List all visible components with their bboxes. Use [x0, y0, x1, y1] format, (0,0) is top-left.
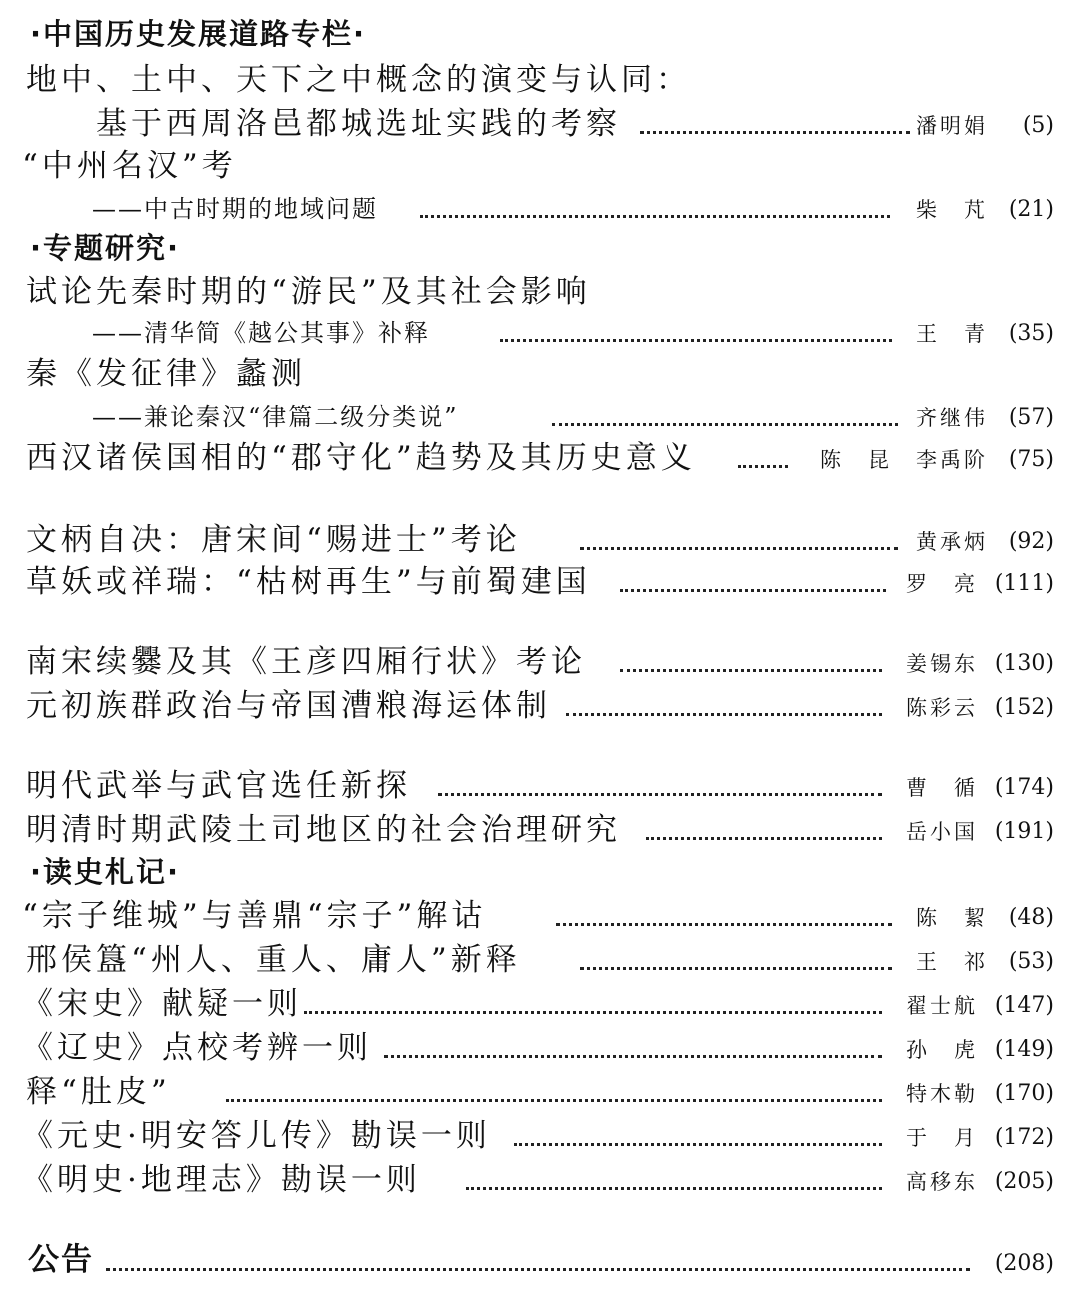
entry-page: (21)	[1008, 197, 1054, 222]
toc-entry[interactable]	[0, 766, 1080, 810]
toc-entry[interactable]	[0, 1116, 1080, 1160]
leader-dots	[226, 1099, 882, 1102]
toc-entry-continued[interactable]	[0, 188, 1080, 232]
toc-entry-continued[interactable]	[0, 104, 1080, 148]
leader-dots	[640, 131, 910, 134]
leader-dots	[620, 589, 886, 592]
section-heading-text: ·中国历史发展道路专栏·	[30, 17, 367, 51]
toc-entry[interactable]	[0, 562, 1080, 606]
entry-page: (35)	[1008, 321, 1054, 346]
entry-author: 姜锡东	[906, 648, 978, 680]
entry-page: (57)	[1008, 405, 1054, 430]
entry-page: (147)	[994, 993, 1054, 1018]
entry-subtitle: 基于西周洛邑都城选址实践的考察	[96, 106, 621, 142]
leader-dots	[514, 1143, 882, 1146]
notice-title: 公告	[28, 1242, 94, 1278]
entry-title: 《元史·明安答儿传》勘误一则	[22, 1118, 491, 1154]
entry-page: (48)	[1008, 905, 1054, 930]
toc-entry[interactable]	[0, 272, 1080, 316]
entry-author: 孙 虎	[906, 1034, 978, 1066]
entry-subtitle: ——中古时期的地域问题	[92, 192, 378, 226]
toc-entry[interactable]	[0, 354, 1080, 398]
entry-author: 黄承炳	[916, 526, 988, 558]
entry-title: 地中、土中、天下之中概念的演变与认同：	[26, 62, 691, 98]
entry-subtitle: ——清华简《越公其事》补释	[92, 316, 430, 350]
toc-entry-continued[interactable]	[0, 312, 1080, 356]
entry-author: 罗 亮	[906, 568, 978, 600]
entry-title: 《明史·地理志》勘误一则	[22, 1162, 421, 1198]
entry-author: 于 月	[906, 1122, 978, 1154]
notice-page: (208)	[994, 1251, 1054, 1276]
leader-dots	[556, 923, 892, 926]
leader-dots	[106, 1268, 970, 1271]
entry-page: (191)	[994, 819, 1054, 844]
entry-author: 陈 絜	[916, 902, 988, 934]
entry-author: 岳小国	[906, 816, 978, 848]
leader-dots	[646, 837, 882, 840]
leader-dots	[384, 1055, 882, 1058]
entry-author: 特木勒	[906, 1078, 978, 1110]
entry-title: 明代武举与武官选任新探	[26, 768, 411, 804]
entry-page: (130)	[994, 651, 1054, 676]
entry-page: (172)	[994, 1125, 1054, 1150]
entry-title: 《辽史》点校考辨一则	[22, 1030, 372, 1066]
entry-author: 陈 昆 李禹阶	[820, 444, 988, 476]
entry-author: 王 青	[916, 318, 988, 350]
entry-title: “宗子维城”与善鼎“宗子”解诂	[22, 898, 487, 934]
entry-title: 秦《发征律》蠡测	[26, 356, 306, 392]
entry-author: 陈彩云	[906, 692, 978, 724]
leader-dots	[500, 339, 892, 342]
entry-title: 《宋史》献疑一则	[22, 986, 302, 1022]
entry-title: 邢侯簋“州人、重人、庸人”新释	[26, 942, 521, 978]
entry-author: 高移东	[906, 1166, 978, 1198]
leader-dots	[620, 669, 882, 672]
toc-entry[interactable]	[0, 984, 1080, 1028]
toc-entry[interactable]	[0, 1072, 1080, 1116]
toc-entry[interactable]	[0, 60, 1080, 104]
toc-entry[interactable]	[0, 810, 1080, 854]
entry-title: 南宋续爨及其《王彦四厢行状》考论	[26, 644, 586, 680]
toc-entry[interactable]	[0, 1160, 1080, 1204]
toc-entry[interactable]	[0, 146, 1080, 190]
entry-page: (53)	[1008, 949, 1054, 974]
entry-title: 释“肚皮”	[26, 1074, 171, 1110]
section-heading	[0, 852, 1080, 896]
toc-entry[interactable]	[0, 642, 1080, 686]
entry-page: (92)	[1008, 529, 1054, 554]
toc-entry[interactable]	[0, 1028, 1080, 1072]
entry-page: (205)	[994, 1169, 1054, 1194]
toc-entry[interactable]	[0, 520, 1080, 564]
leader-dots	[738, 465, 788, 468]
entry-page: (174)	[994, 775, 1054, 800]
section-heading-text: ·专题研究·	[30, 231, 181, 265]
entry-title: “中州名汉”考	[22, 148, 237, 184]
entry-page: (149)	[994, 1037, 1054, 1062]
entry-title: 明清时期武陵土司地区的社会治理研究	[26, 812, 621, 848]
entry-author: 柴 芃	[916, 194, 988, 226]
entry-page: (5)	[1022, 113, 1054, 138]
entry-author: 王 祁	[916, 946, 988, 978]
leader-dots	[466, 1187, 882, 1190]
section-heading	[0, 228, 1080, 272]
entry-author: 曹 循	[906, 772, 978, 804]
toc-entry[interactable]	[0, 940, 1080, 984]
leader-dots	[438, 793, 882, 796]
entry-author: 潘明娟	[916, 110, 988, 142]
entry-title: 西汉诸侯国相的“郡守化”趋势及其历史意义	[26, 440, 696, 476]
leader-dots	[552, 423, 898, 426]
entry-page: (111)	[994, 571, 1054, 596]
section-heading	[0, 14, 1080, 58]
entry-page: (170)	[994, 1081, 1054, 1106]
entry-author: 齐继伟	[916, 402, 988, 434]
entry-title: 试论先秦时期的“游民”及其社会影响	[26, 274, 591, 310]
notice-entry[interactable]	[0, 1238, 1080, 1288]
leader-dots	[304, 1011, 882, 1014]
leader-dots	[580, 547, 898, 550]
toc-entry-continued[interactable]	[0, 396, 1080, 440]
toc-entry[interactable]	[0, 896, 1080, 940]
leader-dots	[420, 215, 890, 218]
leader-dots	[566, 713, 882, 716]
leader-dots	[580, 967, 892, 970]
section-heading-text: ·读史札记·	[30, 855, 181, 889]
entry-subtitle: ——兼论秦汉“律篇二级分类说”	[92, 400, 459, 434]
entry-author: 翟士航	[906, 990, 978, 1022]
toc-entry[interactable]	[0, 686, 1080, 730]
toc-entry[interactable]	[0, 438, 1080, 482]
entry-title: 元初族群政治与帝国漕粮海运体制	[26, 688, 551, 724]
entry-title: 文柄自决：唐宋间“赐进士”考论	[26, 522, 521, 558]
entry-page: (75)	[1008, 447, 1054, 472]
entry-page: (152)	[994, 695, 1054, 720]
entry-title: 草妖或祥瑞：“枯树再生”与前蜀建国	[26, 564, 591, 600]
